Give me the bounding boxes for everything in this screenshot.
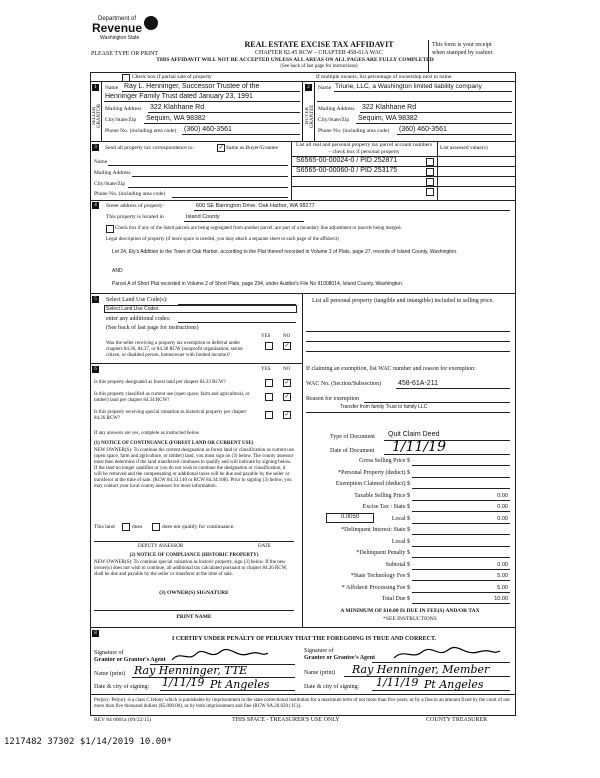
- section-3-number: 3: [92, 144, 99, 151]
- total-line-value[interactable]: 5.00: [497, 584, 508, 591]
- legal-and: AND: [112, 268, 123, 274]
- total-line-label: *Delinquent Penalty $: [356, 550, 410, 556]
- grantor-signature[interactable]: [170, 648, 270, 664]
- exemption-intro: If claiming an exemption, list WAC number and reason for exemption:: [306, 366, 476, 372]
- buyer-phone[interactable]: (360) 460-3561: [399, 126, 447, 133]
- seller-phone[interactable]: (360) 460-3561: [184, 126, 232, 133]
- grantee-name-label: Name (print): [304, 670, 336, 676]
- sec3-name-label: Name: [94, 159, 108, 165]
- grantee-signature-label: Signature of: [304, 648, 334, 654]
- forest-no-checkbox[interactable]: ✓: [284, 380, 290, 386]
- does-not-label: does not qualify for continuance.: [162, 524, 235, 530]
- if-yes-note: If any answers are yes, complete as instructed below.: [94, 431, 201, 436]
- additional-codes-label: enter any additional codes:: [106, 316, 171, 322]
- print-name-label: PRINT NAME: [176, 614, 212, 620]
- parcel-1[interactable]: S6565-00-00024-0 / PID 252871: [296, 157, 398, 164]
- continuance-body: NEW OWNER(S): To continue the current designation as forest land or classification as current use (open space, farm and agriculture, or timber) land, you must sign on (3) below. The county assessor must then determine if the land transferred continues to qualify and will indicate by signing below. If the land no longer qualifies or you do not wish to continue the designation or classification, it will be removed and the compensating or additional taxes will be due and payable by the seller or transferor at the time of sale. (RCW 84.33.140 or RCW 84.34.108). Prior to signing (3) below, you may contact your local county assessor for more information.: [94, 448, 294, 489]
- total-line-value[interactable]: 0.00: [497, 492, 508, 499]
- street-value[interactable]: 600 SE Barrington Drive, Oak Harbor, WA 98277: [196, 203, 315, 209]
- total-line-label: Total Due $: [381, 596, 410, 602]
- grantor-signature-label: Signature of: [94, 650, 124, 656]
- street-label: Street address of property:: [106, 203, 165, 209]
- total-line-label: Exemption Claimed (deduct) $: [335, 481, 410, 487]
- legal-desc-2[interactable]: Parcel A of Short Plat recorded in Volume 2 of Short Plats, page 294, under Auditor's File No 91008014, Island County, Washington.: [112, 281, 404, 287]
- sec6-yes: YES: [261, 367, 271, 372]
- seller-mail-label: Mailing Address: [105, 106, 142, 112]
- grantee-city[interactable]: Pt Angeles: [424, 678, 484, 691]
- doc-type-label: Type of Document: [330, 434, 375, 440]
- local-rate-box[interactable]: 0.0050: [326, 513, 374, 523]
- total-line-label: *State Technology Fee $: [350, 573, 410, 579]
- doc-type-value[interactable]: Quit Claim Deed: [388, 431, 440, 438]
- section-2-number: 2: [305, 84, 312, 91]
- legal-desc-1[interactable]: Lot 24, Ely's Addition to the Town of Oak Harbor, according to the Plat thereof recorded in Volume 2 of Plats, page 27, records of Island County, Washington.: [112, 249, 458, 255]
- current-use-no-checkbox[interactable]: ✓: [284, 394, 290, 400]
- recording-stamp: 1217482 37302 $1/14/2019 10.00*: [4, 737, 172, 747]
- doc-date-label: Date of Document: [330, 448, 375, 454]
- dor-logo-icon: [144, 16, 158, 30]
- grantee-signature[interactable]: [392, 646, 502, 662]
- form-chapter: CHAPTER 82.45 RCW – CHAPTER 458-61A WAC: [255, 50, 383, 56]
- grantor-city[interactable]: Pt Angeles: [210, 678, 270, 691]
- buyer-phone-label: Phone No. (including area code): [318, 128, 390, 134]
- exemption-yes-checkbox[interactable]: [265, 342, 273, 350]
- total-line-label: * Affidavit Processing Fee $: [341, 584, 410, 591]
- does-label: does: [132, 524, 143, 530]
- buyer-name[interactable]: Triune, LLC, a Washington limited liability company: [335, 83, 482, 90]
- historic-question: Is this property receiving special valuation as historical property per chapter 84.26 RCW?: [94, 410, 247, 421]
- parcel-1-checkbox[interactable]: [426, 158, 434, 166]
- treasurer-space: THIS SPACE - TREASURER'S USE ONLY: [232, 717, 340, 723]
- multiple-owners-label: If multiple owners, list percentage of ownership next to name.: [316, 74, 453, 80]
- segregated-checkbox[interactable]: [106, 225, 114, 233]
- grantee-name[interactable]: Ray Henninger, Member: [352, 663, 490, 676]
- receipt-line2: when stamped by cashier.: [432, 50, 494, 56]
- seller-city-label: City/State/Zip: [105, 117, 137, 123]
- total-line-value[interactable]: 10.00: [494, 596, 508, 602]
- sec3-city-label: City/State/Zip: [94, 181, 126, 187]
- grantee-date[interactable]: 1/11/19: [376, 676, 419, 689]
- section-8-number: 8: [92, 630, 99, 637]
- parcel-4-checkbox[interactable]: [426, 188, 434, 196]
- form-warning: THIS AFFIDAVIT WILL NOT BE ACCEPTED UNLESS ALL AREAS ON ALL PAGES ARE FULLY COMPLETED: [156, 57, 434, 63]
- buyer-name-label: Name: [318, 85, 332, 91]
- assessed-header: List assessed value(s): [440, 145, 488, 151]
- sec6-no: NO: [283, 367, 291, 372]
- certify-statement: I CERTIFY UNDER PENALTY OF PERJURY THAT THE FOREGOING IS TRUE AND CORRECT.: [172, 636, 437, 642]
- sec5-yes: YES: [261, 334, 271, 339]
- does-not-checkbox[interactable]: [152, 523, 160, 531]
- total-line-label: Local $: [391, 515, 410, 522]
- land-use-label: Select Land Use Code(s):: [106, 297, 168, 303]
- seller-name[interactable]: Ray L. Henninger, Successor Trustee of the: [124, 83, 260, 90]
- county-treasurer: COUNTY TREASURER: [426, 717, 488, 723]
- segregated-label: Check box if any of the listed parcels are being segregated from another parcel, are part of a boundary line adjustment or parcels being merged.: [115, 226, 402, 231]
- partial-sale-label: Check box if partial sale of property: [132, 74, 212, 80]
- grantor-name[interactable]: Ray Henninger, TTE: [134, 664, 248, 677]
- dept-line1: Department of: [98, 16, 137, 22]
- seller-phone-label: Phone No. (including area code): [105, 128, 177, 134]
- grantor-name-label: Name (print): [94, 671, 126, 677]
- seller-side-label: SELLER GRANTOR: [92, 103, 102, 129]
- section-6-number: 6: [92, 366, 99, 373]
- wac-value[interactable]: 458-61A-211: [398, 380, 438, 387]
- dor-logo: [92, 12, 162, 42]
- total-line-value[interactable]: 0.00: [497, 561, 508, 568]
- total-line-label: Local $: [391, 538, 410, 545]
- seller-city[interactable]: Sequim, WA 98382: [146, 115, 206, 122]
- total-line-value[interactable]: 0.00: [497, 504, 508, 510]
- reason-value[interactable]: Transfer from family Trust to family LLC: [340, 404, 428, 410]
- same-as-buyer-checkbox[interactable]: ✓: [218, 145, 224, 151]
- buyer-mail[interactable]: 322 Klahhane Rd: [362, 104, 417, 111]
- current-use-question: Is this property classified as current use (open space, farm and agricultural, or timber) land per chapter 84.34 RCW?: [94, 392, 250, 403]
- reason-label: Reason for exemption: [306, 396, 359, 402]
- parcel-3-checkbox[interactable]: [426, 178, 434, 186]
- wac-label: WAC No. (Section/Subsection): [306, 381, 382, 387]
- continuance-title: (1) NOTICE OF CONTINUANCE (FOREST LAND OR CURRENT USE): [94, 441, 254, 446]
- parcel-2-checkbox[interactable]: [426, 168, 434, 176]
- deputy-date-label: DATE: [258, 544, 271, 549]
- see-back: (See back of last page for instructions): [280, 64, 358, 69]
- receipt-line1: This form is your receipt: [432, 42, 492, 48]
- sec5-see-back: (See back of last page for instructions): [106, 325, 199, 331]
- historic-title: (2) NOTICE OF COMPLIANCE (HISTORIC PROPERTY): [129, 553, 259, 558]
- historic-yes-checkbox[interactable]: [265, 411, 273, 419]
- sec5-no: NO: [283, 334, 291, 339]
- please-type: PLEASE TYPE OR PRINT: [91, 51, 159, 57]
- historic-no-checkbox[interactable]: ✓: [284, 412, 290, 418]
- total-line-value[interactable]: 5.00: [497, 573, 508, 579]
- dept-line2: Revenue: [92, 21, 143, 35]
- total-line-label: Taxable Selling Price $: [354, 492, 410, 499]
- buyer-side-label: BUYER GRANTEE: [305, 104, 315, 128]
- sec3-mail-label: Mailing Address: [94, 170, 131, 176]
- grantor-date-label: Date & city of signing:: [94, 684, 150, 690]
- exemption-no-checkbox[interactable]: ✓: [284, 343, 290, 349]
- send-correspondence-label: Send all property tax correspondence to:: [105, 145, 195, 151]
- perjury-notice: Perjury: Perjury is a class C felony which is punishable by imprisonment in the state correctional institution for a maximum term of not more than five years, or by a fine in an amount fixed by the court of not more than five thousand dollars ($5,000.00), or by both imprisonment and fine (RCW 9A.20.020 (1C)).: [94, 698, 510, 709]
- buyer-city[interactable]: Sequim, WA 98382: [358, 115, 418, 122]
- parcel-2[interactable]: S6565-00-00060-0 / PID 253175: [296, 167, 398, 174]
- minimum-note: A MINIMUM OF $10.00 IS DUE IN FEE(S) AND/OR TAX: [340, 608, 480, 614]
- historic-body: NEW OWNER(S): To continue special valuation as historic property, sign (3) below. If the new owner(s) does not wish to continue, all additional tax calculated pursuant to chapter 84.26 RCW, shall be due and payable by the seller or transferor at the time of sale.: [94, 560, 288, 577]
- exemption-question: Was the seller receiving a property tax exemption or deferral under chapters 84.36, 84.37, or 84.38 RCW (nonprofit organization, senior citizen, or disabled person, homeowner with limited income)?: [106, 341, 244, 358]
- total-line-label: Gross Selling Price $: [359, 458, 410, 464]
- total-line-label: Excise Tax : State $: [362, 504, 410, 510]
- total-line-value[interactable]: 0.00: [497, 515, 508, 522]
- located-label: This property is located in: [106, 214, 164, 220]
- forest-question: Is this property designated as forest land per chapter 84.33 RCW?: [94, 380, 226, 385]
- grantee-agent-label: Grantee or Grantee's Agent: [304, 655, 376, 661]
- form-revision: REV 84 0001a (09/22/15): [94, 717, 152, 723]
- form-title: REAL ESTATE EXCISE TAX AFFIDAVIT: [244, 40, 394, 49]
- grantee-date-label: Date & city of signing:: [304, 684, 360, 690]
- owner-signature-label: (3) OWNER(S) SIGNATURE: [159, 590, 229, 596]
- county-value[interactable]: Island County: [186, 214, 220, 220]
- section-5-number: 5: [92, 296, 99, 303]
- does-checkbox[interactable]: [122, 523, 130, 531]
- buyer-mail-label: Mailing Address: [318, 106, 355, 112]
- grantor-agent-label: Grantor or Grantor's Agent: [94, 657, 166, 663]
- total-line-label: *Delinquent Interest: State $: [341, 527, 410, 533]
- this-land-label: This land: [94, 524, 115, 530]
- personal-property-label: List all personal property (tangible and intangible) included in selling price.: [312, 298, 494, 304]
- sec3-phone-label: Phone No. (including area code): [94, 191, 166, 197]
- parcel-header: List all real and personal property tax parcel account numbers – check box if personal property: [295, 142, 433, 155]
- total-line-label: Subtotal $: [385, 561, 410, 568]
- section-4-number: 4: [92, 202, 99, 209]
- current-use-yes-checkbox[interactable]: [265, 393, 273, 401]
- buyer-city-label: City/State/Zip: [318, 117, 350, 123]
- legal-label: Legal description of property (if more space is needed, you may attach a separate sheet to each page of the affidavit): [106, 237, 339, 242]
- land-use-select[interactable]: Select Land Use Codes: [104, 305, 297, 313]
- seller-name-2[interactable]: Henninger Family Trust dated January 23, 1991: [105, 93, 253, 100]
- seller-mail[interactable]: 322 Klahhane Rd: [150, 104, 205, 111]
- section-1-number: 1: [92, 84, 99, 91]
- same-as-buyer-label: Same as Buyer/Grantee: [226, 145, 278, 151]
- total-line-label: *Personal Property (deduct) $: [338, 469, 410, 476]
- grantor-date[interactable]: 1/11/19: [162, 676, 205, 689]
- dept-line3: Washington State: [100, 35, 140, 41]
- see-instructions: *SEE INSTRUCTIONS: [383, 616, 437, 622]
- deputy-assessor-label: DEPUTY ASSESSOR: [138, 544, 184, 549]
- forest-yes-checkbox[interactable]: [265, 379, 273, 387]
- seller-name-label: Name: [105, 85, 119, 91]
- doc-date-value[interactable]: 1/11/19: [392, 439, 446, 455]
